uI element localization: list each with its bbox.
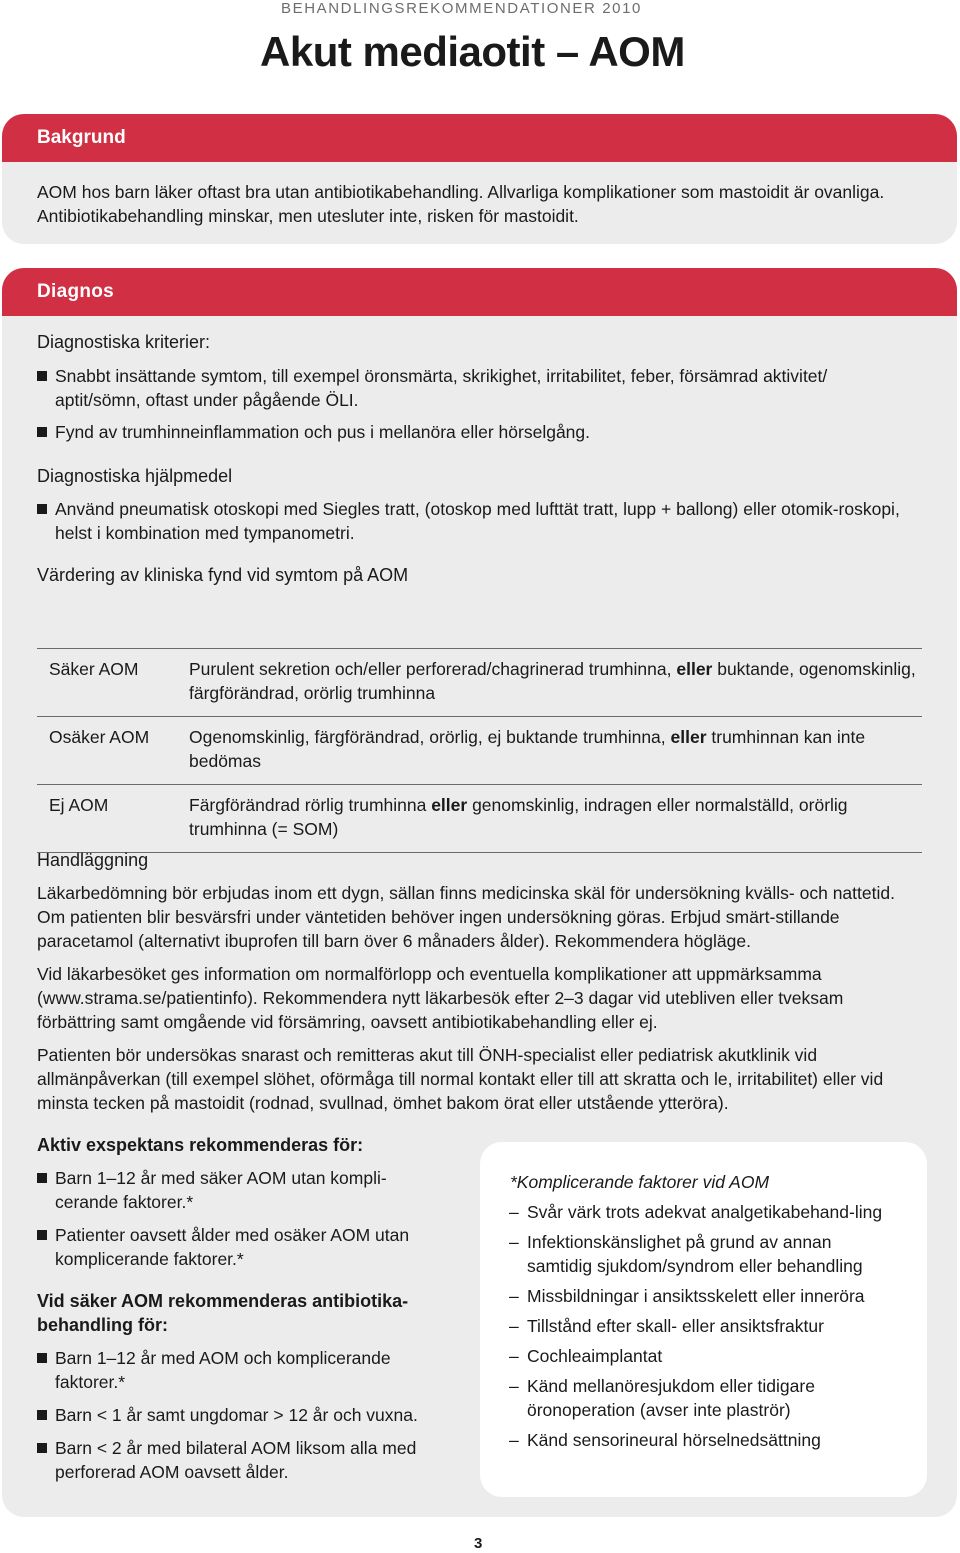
aids-heading: Diagnostiska hjälpmedel (37, 466, 233, 486)
antibiotika-item-text: Barn 1–12 år med AOM och komplicerande faktorer.* (55, 1348, 391, 1392)
criteria-item-text: Fynd av trumhinneinflammation och pus i mellanöra eller hörselgång. (55, 422, 590, 442)
antibiotika-heading: Vid säker AOM rekommenderas antibiotika-behandling för: (37, 1291, 409, 1335)
exspektans-item-text: Patienter oavsett ålder med osäker AOM utan komplicerande faktorer.* (55, 1225, 410, 1269)
exspektans-item-text: Barn 1–12 år med säker AOM utan kompli-cerande faktorer.* (55, 1168, 387, 1212)
diagnos-heading-text: Diagnos (37, 281, 115, 302)
exspektans-list (37, 1166, 422, 1271)
exspektans-heading: Aktiv exspektans rekommenderas för: (37, 1135, 364, 1155)
criteria-heading: Diagnostiska kriterier: (37, 332, 211, 352)
assessment-label: Ej AOM (49, 795, 109, 815)
page-number: 3 (474, 1535, 483, 1552)
assessment-description: Purulent sekretion och/eller perforerad/chagrinerad trumhinna, eller buktande, ogenomskinlig, färgförändrad, orörlig trumhinna (189, 659, 916, 703)
aids-item (37, 497, 917, 545)
page-title: Akut mediaotit – AOM (260, 28, 685, 75)
criteria-item (37, 364, 917, 412)
antibiotika-item-text: Barn < 2 år med bilateral AOM liksom alla med perforerad AOM oavsett ålder. (55, 1438, 417, 1482)
faktorer-item: – Svår värk trots adekvat analgetikabehand-ling (510, 1200, 897, 1224)
table-row (37, 649, 922, 717)
faktorer-item: – Infektionskänslighet på grund av annan samtidig sjukdom/syndrom eller behandling (510, 1230, 897, 1278)
handlaggning-text (37, 881, 922, 1124)
aids-list (37, 497, 917, 545)
faktorer-item: – Känd mellanöresjukdom eller tidigare öronoperation (avser inte plaströr) (510, 1374, 897, 1422)
faktorer-item: – Känd sensorineural hörselnedsättning (510, 1428, 897, 1452)
faktorer-item: – Cochleaimplantat (510, 1344, 897, 1368)
handlaggning-paragraph: Vid läkarbesöket ges information om normalförlopp och eventuella komplikationer att uppmärksamma (www.strama.se/patientinfo). Rekommendera nytt läkarbesök efter 2–3 dagar vid utebliven eller tveksam förbättring samt omgående vid försämring, oavsett antibiotikabehandling eller ej. (37, 964, 844, 1032)
antibiotika-list (37, 1346, 422, 1484)
assessment-label: Osäker AOM (49, 727, 150, 747)
criteria-list (37, 364, 917, 444)
assessment-label: Säker AOM (49, 659, 139, 679)
assessment-description: Färgförändrad rörlig trumhinna eller genomskinlig, indragen eller normalställd, orörlig trumhinna (= SOM) (189, 795, 848, 839)
diagnos-heading (2, 268, 957, 316)
faktorer-item: – Missbildningar i ansiktsskelett eller inneröra (510, 1284, 897, 1308)
aids-item-text: Använd pneumatisk otoskopi med Siegles tratt, (otoskop med lufttät tratt, lupp + ballong) eller otomik-roskopi, helst i kombination med tympanometri. (55, 499, 900, 543)
faktorer-item: – Tillstånd efter skall- eller ansiktsfraktur (510, 1314, 897, 1338)
assessment-heading: Värdering av kliniska fynd vid symtom på AOM (37, 565, 409, 585)
exspektans-item (37, 1166, 422, 1214)
antibiotika-item-text: Barn < 1 år samt ungdomar > 12 år och vuxna. (55, 1405, 418, 1425)
antibiotika-item (37, 1346, 422, 1394)
antibiotika-item (37, 1403, 422, 1427)
assessment-table (37, 648, 922, 853)
handlaggning-paragraph: Patienten bör undersökas snarast och remitteras akut till ÖNH-specialist eller pediatrisk akutklinik vid allmänpåverkan (till exempel slöhet, oförmåga till normal kontakt eller till att skratta och le, irritabilitet) eller vid minsta tecken på mastoidit (rodnad, svullnad, ömhet bakom örat eller utstående ytteröra). (37, 1045, 884, 1113)
criteria-item-text: Snabbt insättande symtom, till exempel öronsmärta, skrikighet, irritabilitet, feber, försämrad aktivitet/ aptit/sömn, oftast under pågående ÖLI. (55, 366, 828, 410)
bakgrund-text: AOM hos barn läker oftast bra utan antibiotikabehandling. Allvarliga komplikationer som mastoidit är ovanliga. Antibiotikabehandling minskar, men utesluter inte, risken för mastoidit. (37, 182, 885, 226)
handlaggning-heading: Handläggning (37, 850, 149, 870)
diagnos-panel (2, 268, 957, 1517)
komplicerande-faktorer-box (480, 1142, 927, 1497)
antibiotika-item (37, 1436, 422, 1484)
table-row (37, 785, 922, 853)
bakgrund-panel (2, 114, 957, 244)
exspektans-item (37, 1223, 422, 1271)
document-kicker: BEHANDLINGSREKOMMENDATIONER 2010 (281, 0, 642, 17)
bakgrund-heading: Bakgrund (2, 114, 957, 162)
table-row (37, 717, 922, 785)
handlaggning-paragraph: Läkarbedömning bör erbjudas inom ett dygn, sällan finns medicinska skäl för undersökning kvälls- och nattetid. Om patienten blir besvärsfri under väntetiden behöver ingen undersökning göras. Erbjud smärt-stillande paracetamol (alternativt ibuprofen till barn över 6 månaders ålder). Rekommendera högläge. (37, 883, 895, 951)
criteria-item (37, 420, 917, 444)
assessment-description: Ogenomskinlig, färgförändrad, orörlig, ej buktande trumhinna, eller trumhinnan kan inte bedömas (189, 727, 866, 771)
faktorer-heading: *Komplicerande faktorer vid AOM (510, 1172, 770, 1192)
